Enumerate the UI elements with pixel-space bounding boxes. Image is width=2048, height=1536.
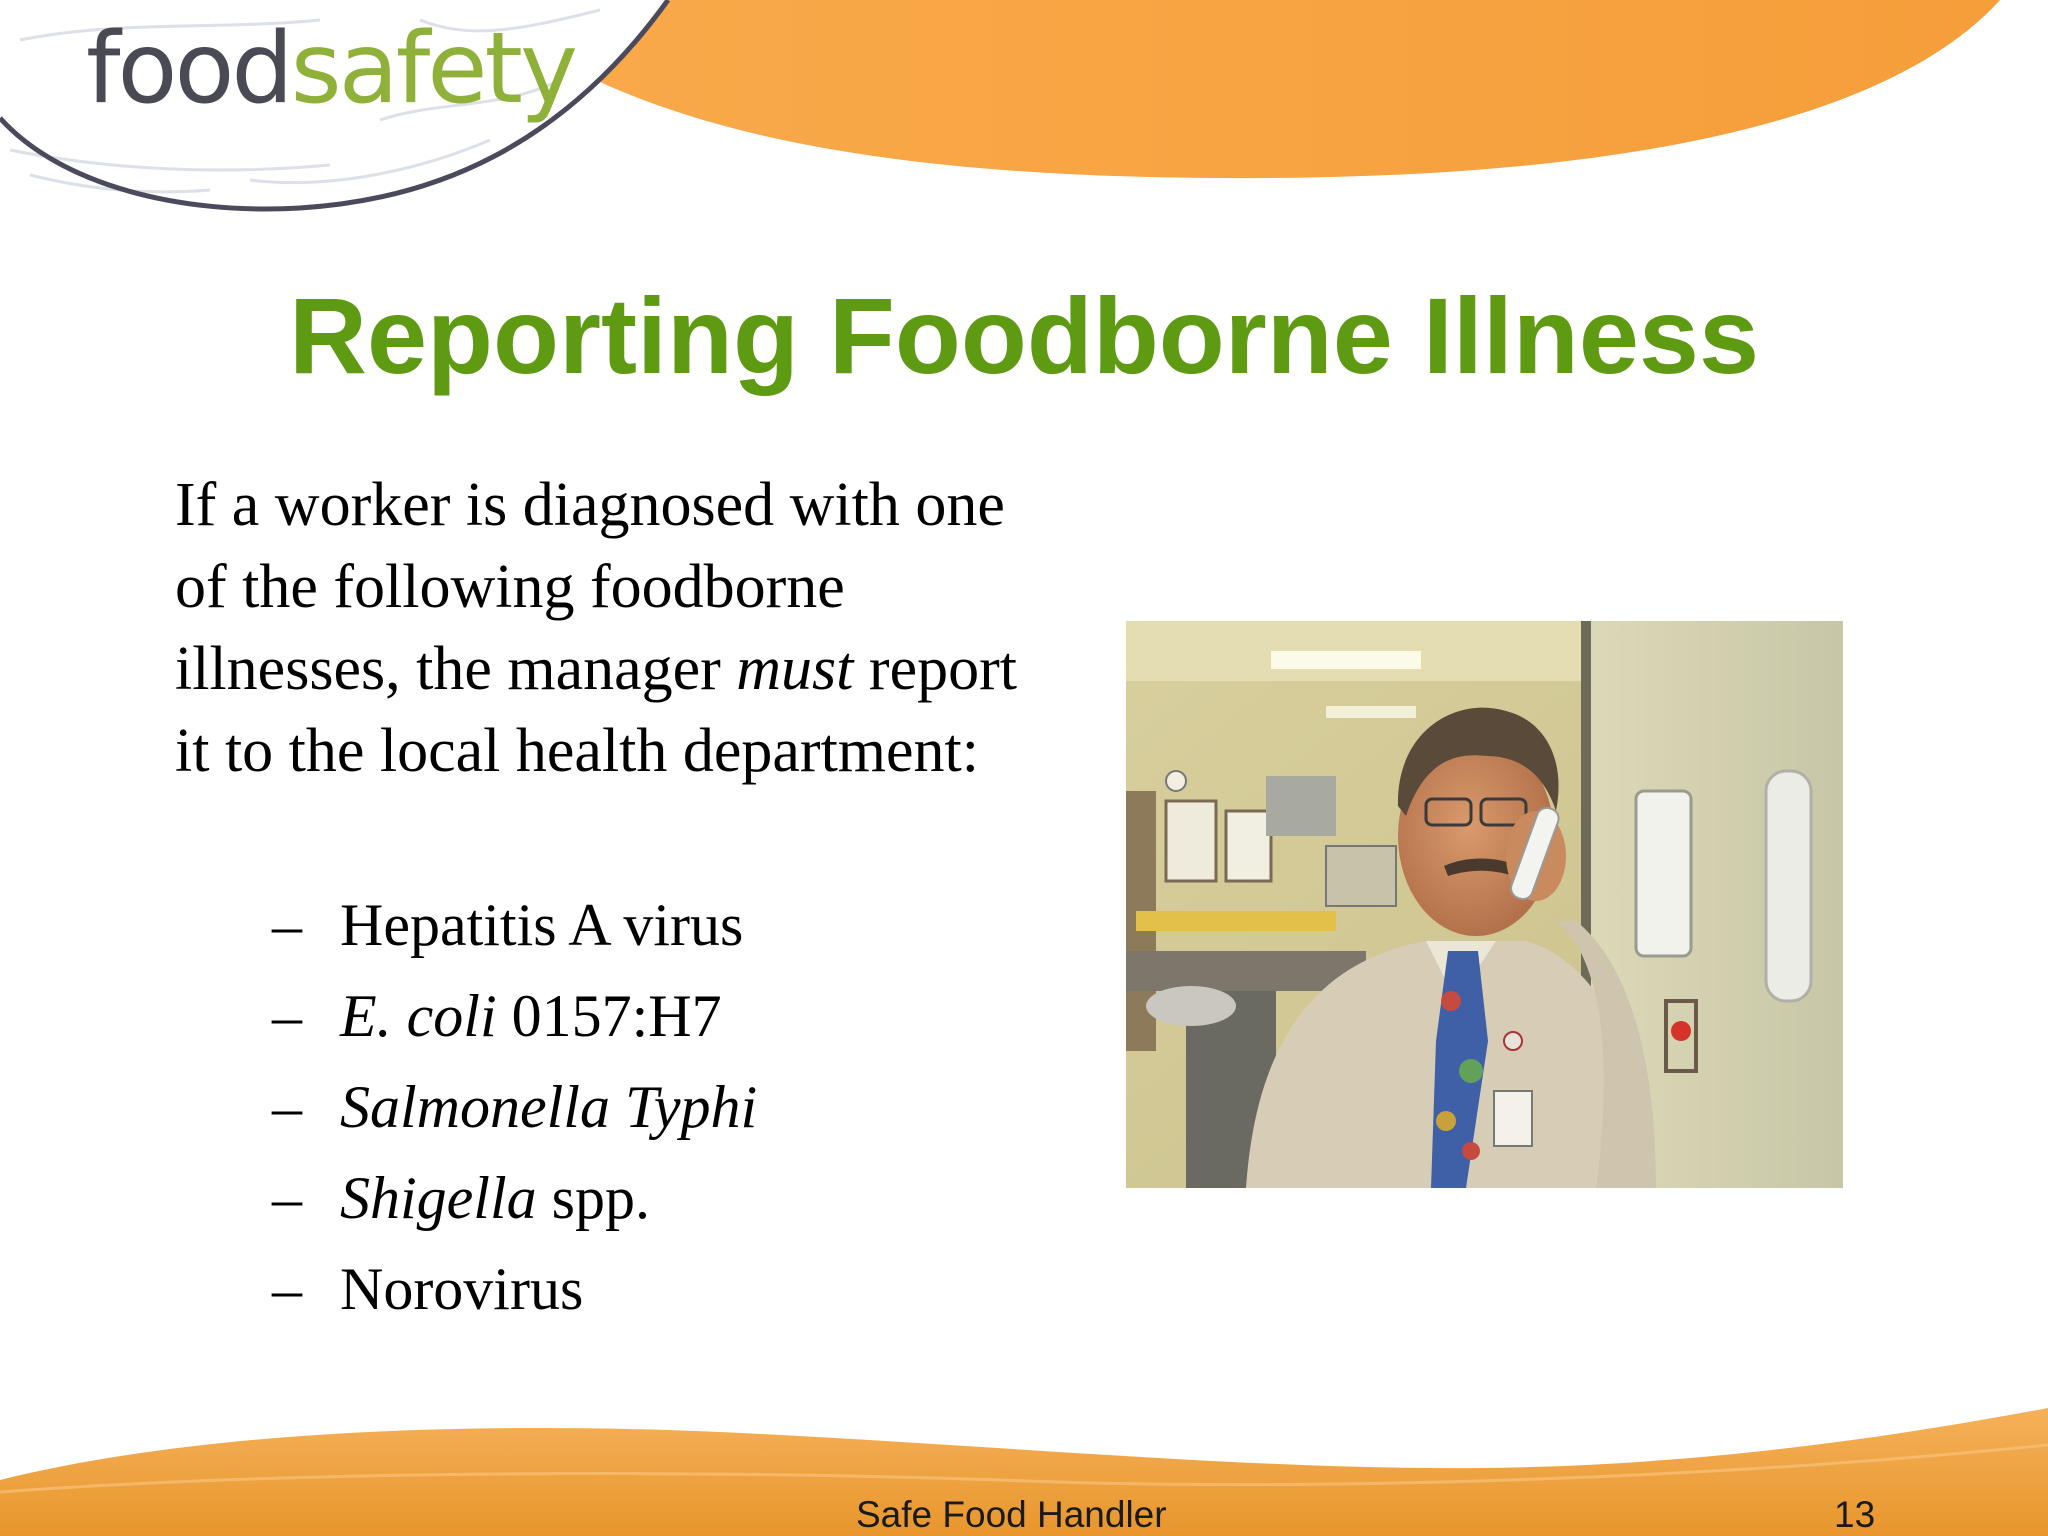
list-item: – Salmonella Typhi	[272, 1062, 757, 1153]
photo-manager-on-phone	[1126, 621, 1843, 1188]
dash-bullet: –	[272, 892, 302, 958]
footer-course-title: Safe Food Handler	[856, 1494, 1167, 1535]
list-item: – Shigella spp.	[272, 1153, 757, 1244]
foodsafety-logo	[86, 12, 575, 126]
dash-bullet: –	[272, 1165, 302, 1231]
intro-text-before: If a worker is diagnosed with one of the following foodborne illnesses, the manager	[175, 471, 1005, 703]
list-item: – Hepatitis A virus	[272, 880, 757, 971]
list-item: – E. coli 0157:H7	[272, 971, 757, 1062]
dash-bullet: –	[272, 983, 302, 1049]
intro-text-emphasis: must	[736, 635, 854, 703]
intro-paragraph	[175, 464, 1035, 792]
slide-number: 13	[1834, 1494, 1876, 1535]
list-item: – Norovirus	[272, 1244, 757, 1335]
intro-text-after: report it to the local health department:	[175, 635, 1017, 785]
dash-bullet: –	[272, 1256, 302, 1322]
illness-list	[272, 880, 757, 1335]
logo-text-safety: safety	[290, 12, 575, 126]
slide-title: Reporting Foodborne Illness	[288, 275, 1760, 396]
logo-text-food: food	[86, 12, 291, 126]
dash-bullet: –	[272, 1074, 302, 1140]
top-orange-swoosh	[585, 0, 2000, 178]
